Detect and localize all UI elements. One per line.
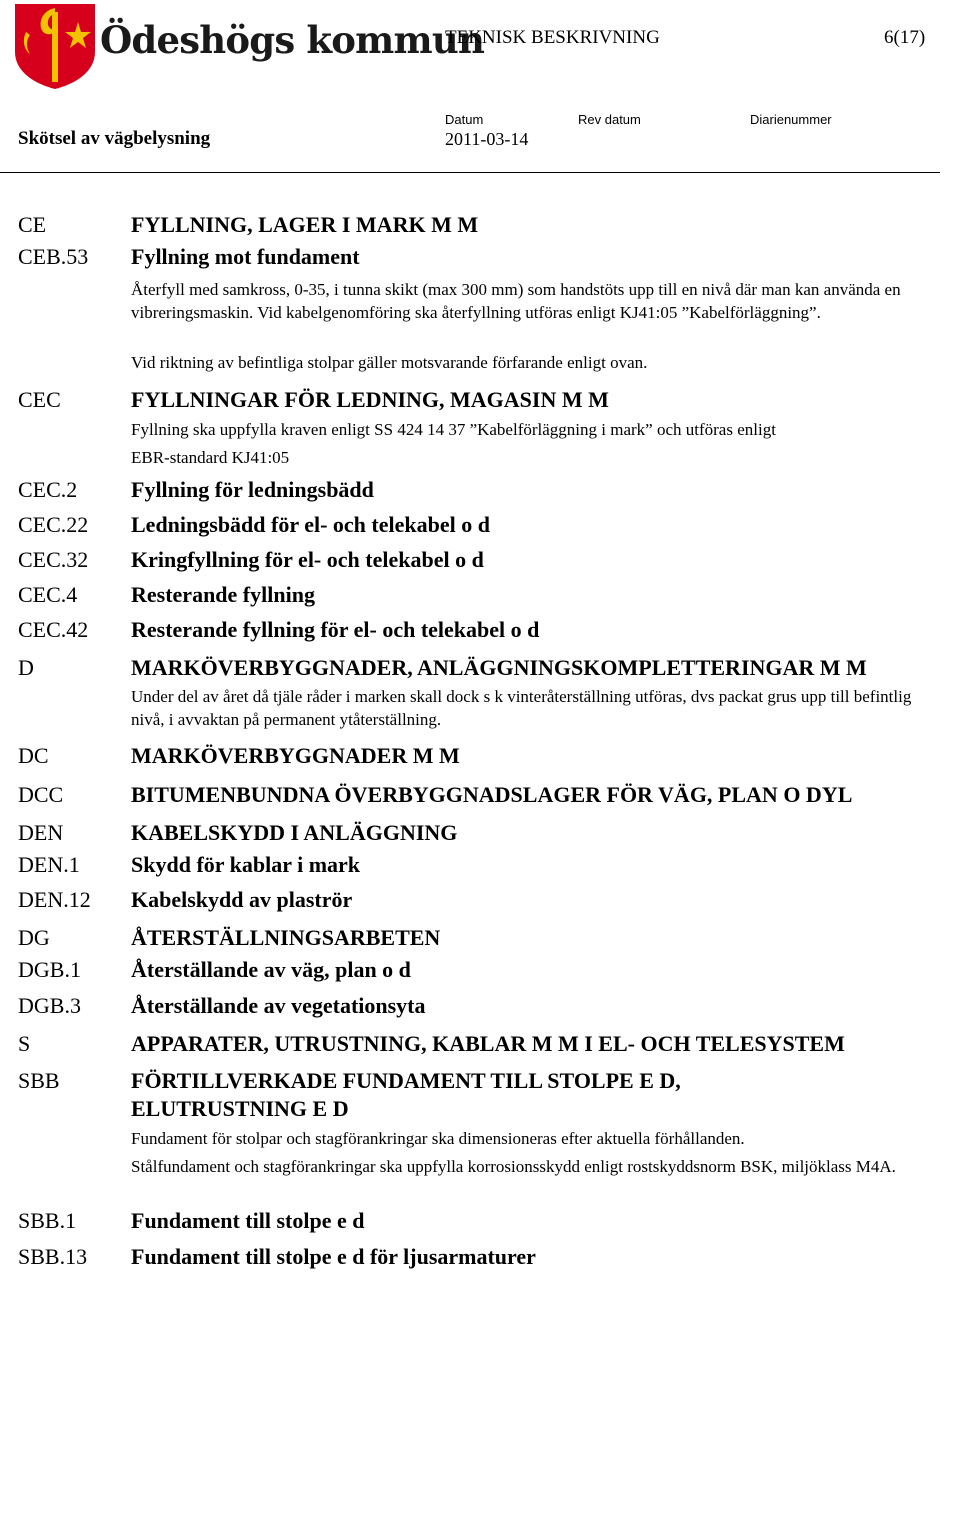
section-code: DGB.3 <box>18 993 81 1018</box>
section-heading: APPARATER, UTRUSTNING, KABLAR M M I EL- OCH TELESYSTEM <box>131 1031 845 1056</box>
section-code: CEC.32 <box>18 547 89 572</box>
section-code: DG <box>18 925 50 950</box>
section-text: Fyllning ska uppfylla kraven enligt SS 424 14 37 ”Kabelförläggning i mark” och utföras enligt <box>131 420 776 439</box>
section-heading: Ledningsbädd för el- och telekabel o d <box>131 512 490 537</box>
section-heading: Återställande av vegetationsyta <box>131 993 426 1018</box>
section-code: SBB.1 <box>18 1208 77 1233</box>
section-heading: Fyllning för ledningsbädd <box>131 477 374 502</box>
section-heading: Resterande fyllning <box>131 582 315 607</box>
section-code: CEB.53 <box>18 244 89 269</box>
section-heading: Fundament till stolpe e d <box>131 1208 365 1233</box>
section-heading: ÅTERSTÄLLNINGSARBETEN <box>131 925 441 950</box>
section-code: SBB <box>18 1068 60 1093</box>
section-code: CEC.4 <box>18 582 78 607</box>
section-text: Stålfundament och stagförankringar ska uppfylla korrosionsskydd enligt rostskyddsnorm BSK, miljöklass M4A. <box>131 1157 896 1176</box>
section-heading: Skydd för kablar i mark <box>131 852 361 877</box>
section-code: DEN.1 <box>18 852 80 877</box>
section-heading: Fundament till stolpe e d för ljusarmaturer <box>131 1244 536 1269</box>
section-code: CE <box>18 212 47 237</box>
page-header <box>0 0 960 180</box>
section-heading: Resterande fyllning för el- och telekabel o d <box>131 617 540 642</box>
municipality-logo <box>12 2 98 90</box>
header-divider <box>0 172 940 173</box>
section-code: CEC.2 <box>18 477 78 502</box>
section-heading: FYLLNINGAR FÖR LEDNING, MAGASIN M M <box>131 387 609 412</box>
section-heading: ELUTRUSTNING E D <box>131 1096 349 1121</box>
section-text: EBR-standard KJ41:05 <box>131 448 290 467</box>
section-code: SBB.13 <box>18 1244 88 1269</box>
section-code: D <box>18 655 34 680</box>
rev-date-label: Rev datum <box>578 112 641 127</box>
document-type: TEKNISK BESKRIVNING <box>445 27 660 48</box>
section-heading: MARKÖVERBYGGNADER, ANLÄGGNINGSKOMPLETTERINGAR M M <box>131 655 867 680</box>
section-code: CEC <box>18 387 61 412</box>
section-code: DEN.12 <box>18 887 91 912</box>
registry-number-label: Diarienummer <box>750 112 832 127</box>
section-heading: KABELSKYDD I ANLÄGGNING <box>131 820 458 845</box>
organization-name: Ödeshögs kommun <box>100 18 485 62</box>
section-text: Fundament för stolpar och stagförankringar ska dimensioneras efter aktuella förhållanden. <box>131 1129 745 1148</box>
document-subject: Skötsel av vägbelysning <box>18 128 211 149</box>
date-value: 2011-03-14 <box>445 129 529 149</box>
section-heading: Kabelskydd av plaströr <box>131 887 353 912</box>
section-heading: Återställande av väg, plan o d <box>131 957 411 982</box>
section-code: CEC.22 <box>18 512 89 537</box>
section-code: DEN <box>18 820 64 845</box>
section-text: Vid riktning av befintliga stolpar gäller motsvarande förfarande enligt ovan. <box>131 353 648 372</box>
date-label: Datum <box>445 112 484 127</box>
section-text: Under del av året då tjäle råder i marken skall dock s k vinteråterställning utföras, dvs packat grus upp till befintlig nivå, i avvaktan på permanent ytåterställning. <box>131 687 912 729</box>
section-heading: MARKÖVERBYGGNADER M M <box>131 743 460 768</box>
section-code: DCC <box>18 782 64 807</box>
section-heading: Fyllning mot fundament <box>131 244 360 269</box>
page-number: 6(17) <box>884 27 926 48</box>
section-heading: Kringfyllning för el- och telekabel o d <box>131 547 484 572</box>
section-heading: FYLLNING, LAGER I MARK M M <box>131 212 479 237</box>
section-code: S <box>18 1031 31 1056</box>
section-code: CEC.42 <box>18 617 89 642</box>
section-text: Återfyll med samkross, 0-35, i tunna skikt (max 300 mm) som handstöts upp till en nivå där man kan använda en vibreringsmaskin. Vid kabelgenomföring ska återfyllning utföras enligt KJ41:05 ”Kabelförläggning”. <box>131 280 901 322</box>
section-code: DC <box>18 743 49 768</box>
section-code: DGB.1 <box>18 957 81 982</box>
section-heading: FÖRTILLVERKADE FUNDAMENT TILL STOLPE E D, <box>131 1068 681 1093</box>
section-heading: BITUMENBUNDNA ÖVERBYGGNADSLAGER FÖR VÄG, PLAN O DYL <box>131 782 853 807</box>
